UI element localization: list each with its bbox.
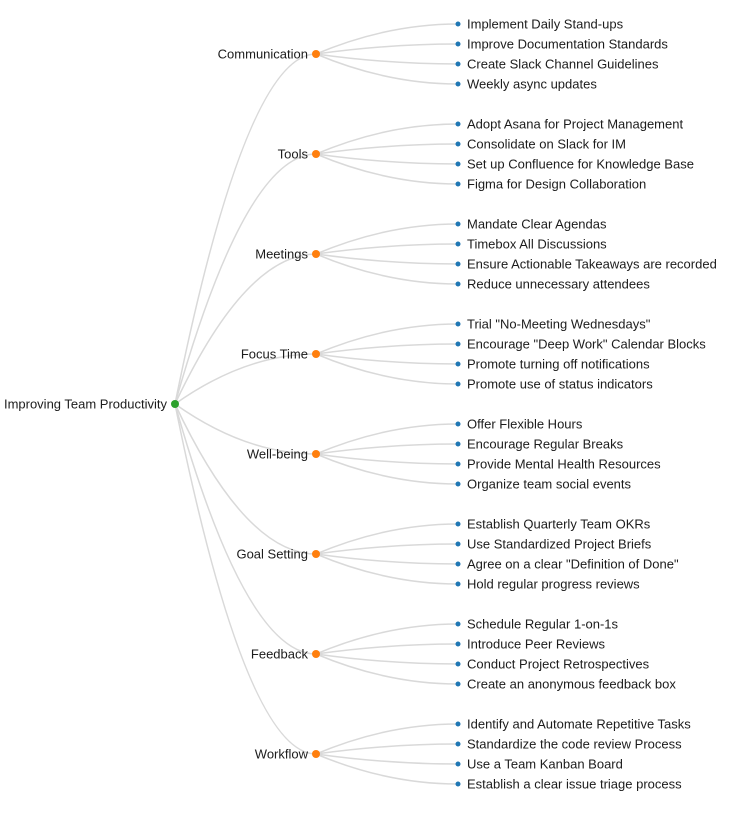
- leaf-node-dot[interactable]: [456, 442, 461, 447]
- leaf-node-label: Adopt Asana for Project Management: [467, 116, 684, 132]
- root-node-dot[interactable]: [171, 400, 179, 408]
- link-branch-to-leaf: [316, 224, 458, 254]
- leaf-node-dot[interactable]: [456, 82, 461, 87]
- branch-node-dot[interactable]: [312, 250, 320, 258]
- branch-node-dot[interactable]: [312, 750, 320, 758]
- leaf-node-label: Create an anonymous feedback box: [467, 676, 676, 692]
- link-branch-to-leaf: [316, 554, 458, 584]
- leaf-node-label: Use Standardized Project Briefs: [467, 536, 652, 552]
- leaf-node-label: Promote turning off notifications: [467, 356, 650, 372]
- leaf-node-label: Organize team social events: [467, 476, 632, 492]
- leaf-node-label: Hold regular progress reviews: [467, 576, 640, 592]
- leaf-node-dot[interactable]: [456, 142, 461, 147]
- link-branch-to-leaf: [316, 754, 458, 784]
- branch-node-dot[interactable]: [312, 150, 320, 158]
- leaf-node-dot[interactable]: [456, 382, 461, 387]
- link-root-to-branch: [175, 254, 316, 404]
- leaf-node-dot[interactable]: [456, 582, 461, 587]
- leaf-node-dot[interactable]: [456, 762, 461, 767]
- link-root-to-branch: [175, 404, 316, 554]
- leaf-node-label: Encourage Regular Breaks: [467, 436, 624, 452]
- leaf-node-label: Weekly async updates: [467, 76, 597, 92]
- leaf-node-dot[interactable]: [456, 222, 461, 227]
- leaf-node-dot[interactable]: [456, 122, 461, 127]
- leaf-node-dot[interactable]: [456, 642, 461, 647]
- leaf-node-label: Encourage "Deep Work" Calendar Blocks: [467, 336, 706, 352]
- leaf-node-label: Set up Confluence for Knowledge Base: [467, 156, 694, 172]
- branch-node-label: Workflow: [254, 746, 308, 762]
- link-branch-to-leaf: [316, 724, 458, 754]
- leaf-node-label: Use a Team Kanban Board: [467, 756, 623, 772]
- link-branch-to-leaf: [316, 454, 458, 484]
- leaf-node-dot[interactable]: [456, 662, 461, 667]
- links-layer: [175, 24, 458, 784]
- leaf-node-label: Conduct Project Retrospectives: [467, 656, 650, 672]
- leaf-node-dot[interactable]: [456, 782, 461, 787]
- link-branch-to-leaf: [316, 24, 458, 54]
- leaf-node-label: Mandate Clear Agendas: [467, 216, 607, 232]
- link-branch-to-leaf: [316, 354, 458, 384]
- leaf-node-label: Identify and Automate Repetitive Tasks: [467, 716, 691, 732]
- leaf-node-dot[interactable]: [456, 682, 461, 687]
- leaf-node-dot[interactable]: [456, 242, 461, 247]
- link-branch-to-leaf: [316, 324, 458, 354]
- leaf-node-label: Improve Documentation Standards: [467, 36, 668, 52]
- leaf-node-label: Figma for Design Collaboration: [467, 176, 647, 192]
- leaf-node-dot[interactable]: [456, 362, 461, 367]
- leaf-node-dot[interactable]: [456, 342, 461, 347]
- leaf-node-label: Establish a clear issue triage process: [467, 776, 682, 792]
- leaf-node-dot[interactable]: [456, 162, 461, 167]
- leaf-node-label: Timebox All Discussions: [467, 236, 607, 252]
- link-branch-to-leaf: [316, 524, 458, 554]
- branch-node-label: Focus Time: [240, 346, 308, 362]
- branch-node-dot[interactable]: [312, 350, 320, 358]
- branch-node-dot[interactable]: [312, 450, 320, 458]
- root-node-label: Improving Team Productivity: [3, 396, 167, 412]
- leaf-node-dot[interactable]: [456, 22, 461, 27]
- leaf-node-dot[interactable]: [456, 262, 461, 267]
- branch-node-dot[interactable]: [312, 550, 320, 558]
- leaf-node-dot[interactable]: [456, 422, 461, 427]
- leaf-node-label: Trial "No-Meeting Wednesdays": [467, 316, 651, 332]
- leaf-node-label: Schedule Regular 1-on-1s: [467, 616, 619, 632]
- leaf-node-label: Ensure Actionable Takeaways are recorded: [467, 256, 717, 272]
- branch-node-label: Communication: [217, 46, 308, 62]
- branch-node-label: Meetings: [255, 246, 308, 262]
- link-branch-to-leaf: [316, 254, 458, 284]
- leaf-node-dot[interactable]: [456, 62, 461, 67]
- leaf-node-dot[interactable]: [456, 722, 461, 727]
- leaf-node-label: Create Slack Channel Guidelines: [467, 56, 659, 72]
- branch-node-label: Goal Setting: [236, 546, 308, 562]
- leaf-node-label: Establish Quarterly Team OKRs: [467, 516, 651, 532]
- leaf-node-dot[interactable]: [456, 742, 461, 747]
- link-branch-to-leaf: [316, 624, 458, 654]
- link-branch-to-leaf: [316, 124, 458, 154]
- leaf-node-label: Introduce Peer Reviews: [467, 636, 606, 652]
- leaf-node-label: Consolidate on Slack for IM: [467, 136, 626, 152]
- leaf-node-dot[interactable]: [456, 522, 461, 527]
- leaf-node-dot[interactable]: [456, 322, 461, 327]
- branch-node-label: Feedback: [250, 646, 308, 662]
- leaf-node-label: Reduce unnecessary attendees: [467, 276, 650, 292]
- branch-node-dot[interactable]: [312, 50, 320, 58]
- leaf-node-label: Implement Daily Stand-ups: [467, 16, 624, 32]
- leaf-node-label: Promote use of status indicators: [467, 376, 653, 392]
- branch-node-label: Well-being: [246, 446, 308, 462]
- leaf-node-label: Provide Mental Health Resources: [467, 456, 661, 472]
- leaf-node-dot[interactable]: [456, 622, 461, 627]
- leaf-node-label: Agree on a clear "Definition of Done": [467, 556, 679, 572]
- leaf-node-dot[interactable]: [456, 462, 461, 467]
- link-branch-to-leaf: [316, 54, 458, 84]
- leaf-node-dot[interactable]: [456, 562, 461, 567]
- leaf-node-label: Offer Flexible Hours: [467, 416, 583, 432]
- link-branch-to-leaf: [316, 154, 458, 184]
- leaf-node-dot[interactable]: [456, 542, 461, 547]
- leaf-node-dot[interactable]: [456, 182, 461, 187]
- leaf-node-dot[interactable]: [456, 482, 461, 487]
- nodes-layer: [4, 16, 717, 791]
- leaf-node-dot[interactable]: [456, 42, 461, 47]
- branch-node-dot[interactable]: [312, 650, 320, 658]
- leaf-node-dot[interactable]: [456, 282, 461, 287]
- leaf-node-label: Standardize the code review Process: [467, 736, 682, 752]
- branch-node-label: Tools: [277, 146, 308, 162]
- link-branch-to-leaf: [316, 424, 458, 454]
- link-branch-to-leaf: [316, 654, 458, 684]
